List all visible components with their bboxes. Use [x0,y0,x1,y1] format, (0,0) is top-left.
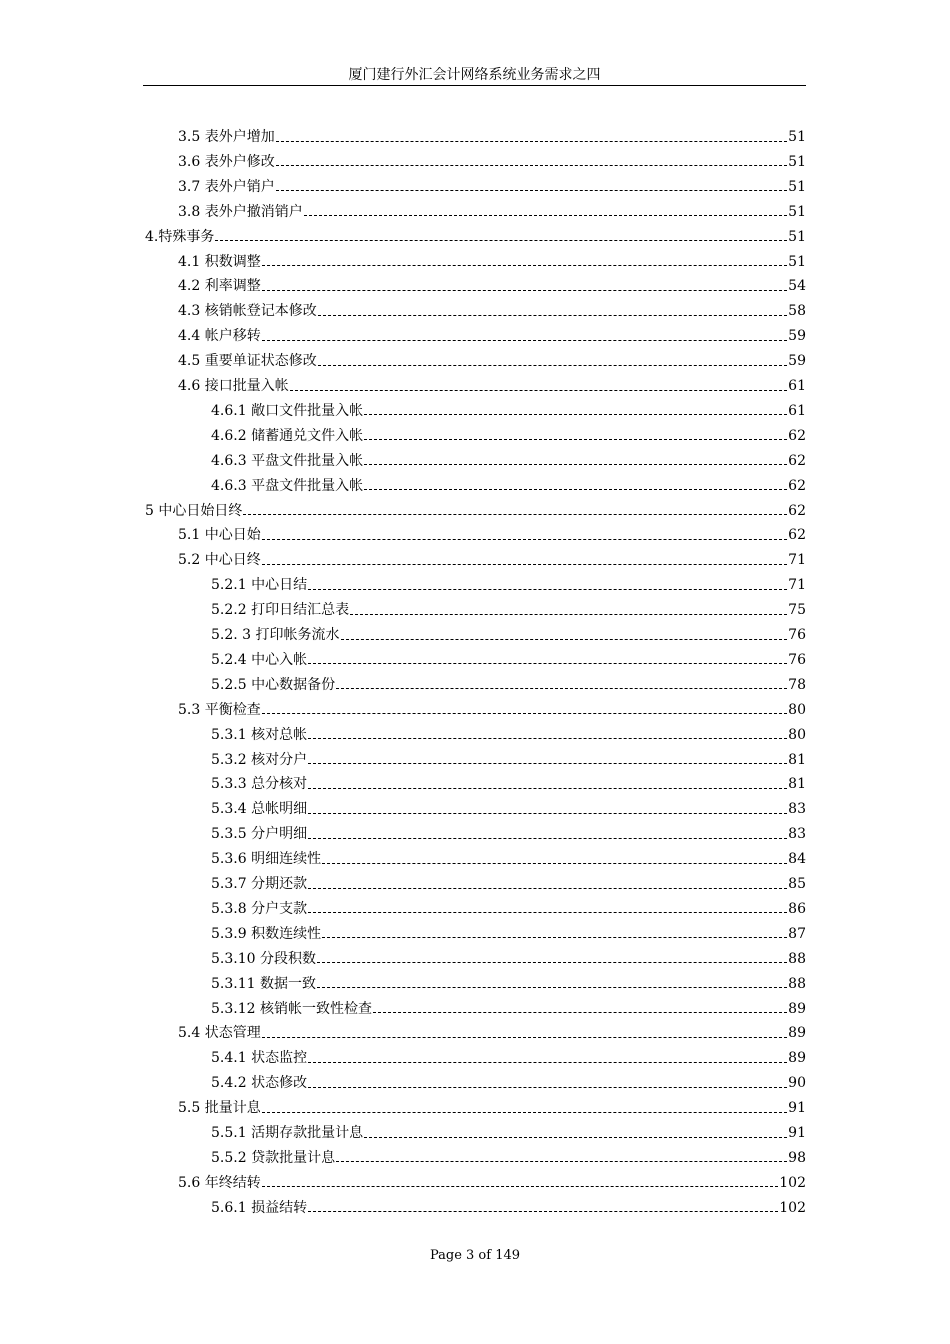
toc-entry[interactable] [178,200,806,225]
toc-entry-label: 4.6.2 储蓄通兑文件入帐 [211,427,364,444]
toc-entry-label: 5.6 年终结转 [178,1174,261,1191]
toc-entry-label: 3.6 表外户修改 [178,153,275,170]
toc-entry-label: 5.2.5 中心数据备份 [211,676,336,693]
toc-leader-line [276,140,787,142]
toc-entry-label: 5.3.10 分段积数 [211,950,316,967]
toc-entry-page: 83 [788,826,806,843]
toc-entry[interactable] [145,225,806,250]
toc-entry-label: 5.3.8 分户支款 [211,900,308,917]
toc-entry-page: 89 [788,1050,806,1067]
toc-entry-page: 81 [788,751,806,768]
toc-entry-page: 84 [788,851,806,868]
toc-entry[interactable] [178,1021,806,1046]
toc-entry-label: 5.1 中心日始 [178,527,261,544]
toc-entry-label: 3.5 表外户增加 [178,129,275,145]
toc-entry[interactable] [178,125,806,150]
toc-entry[interactable] [211,922,806,947]
toc-leader-line [308,812,787,814]
toc-entry-label: 5.4 状态管理 [178,1025,261,1042]
toc-leader-line [373,1011,787,1013]
toc-entry[interactable] [211,972,806,997]
toc-entry[interactable] [211,648,806,673]
toc-leader-line [364,488,787,490]
toc-entry-page: 59 [788,353,806,370]
toc-leader-line [262,289,787,291]
toc-entry-label: 5.3.3 总分核对 [211,776,308,793]
toc-entry-label: 4.6.1 敞口文件批量入帐 [211,402,364,419]
toc-entry-page: 83 [788,801,806,818]
toc-entry-page: 89 [788,1000,806,1017]
toc-leader-line [262,538,787,540]
toc-leader-line [262,1185,779,1187]
toc-leader-line [308,1061,787,1063]
toc-entry[interactable] [211,797,806,822]
toc-entry-label: 4.1 积数调整 [178,253,261,270]
toc-leader-line [308,911,787,913]
toc-leader-line [262,339,787,341]
toc-entry-label: 5.5 批量计息 [178,1100,261,1117]
toc-entry-page: 51 [788,129,806,145]
toc-entry-label: 5.3.2 核对分户 [211,751,308,768]
toc-entry-label: 4.6.3 平盘文件批量入帐 [211,477,364,494]
toc-entry-label: 5 中心日始日终 [145,502,243,519]
toc-entry[interactable] [178,698,806,723]
toc-entry-label: 5.3.9 积数连续性 [211,925,322,942]
toc-entry-page: 98 [788,1149,806,1166]
toc-entry-page: 62 [788,502,806,519]
toc-leader-line [308,787,787,789]
toc-entry[interactable] [211,1071,806,1096]
toc-entry-label: 5.3.5 分户明细 [211,826,308,843]
toc-leader-line [336,1160,787,1162]
toc-entry-label: 4.3 核销帐登记本修改 [178,303,317,320]
toc-entry[interactable] [211,598,806,623]
toc-entry-label: 4.5 重要单证状态修改 [178,353,317,370]
toc-entry-label: 4.6 接口批量入帐 [178,378,289,394]
toc-leader-line [308,887,787,889]
toc-leader-line [322,936,787,938]
toc-entry[interactable] [178,349,806,374]
toc-entry[interactable] [211,449,806,474]
toc-entry-page: 71 [788,552,806,569]
toc-entry-page: 76 [788,651,806,668]
toc-entry-label: 5.3.7 分期还款 [211,876,308,892]
toc-leader-line [364,463,787,465]
toc-entry[interactable] [178,523,806,548]
toc-entry-page: 102 [779,1174,806,1191]
toc-leader-line [262,1036,787,1038]
toc-entry-label: 5.3.12 核销帐一致性检查 [211,1000,372,1017]
toc-entry-label: 4.2 利率调整 [178,278,261,295]
toc-entry[interactable] [211,872,806,897]
toc-entry-label: 5.3.4 总帐明细 [211,801,308,818]
toc-entry-page: 86 [788,900,806,917]
toc-entry-label: 4.特殊事务 [145,228,215,245]
toc-entry-page: 54 [788,278,806,295]
toc-leader-line [364,438,787,440]
page-footer-number: Page 3 of 149 [429,1248,521,1263]
toc-entry[interactable] [178,299,806,324]
toc-entry-label: 5.3 平衡检查 [178,701,261,718]
toc-entry-page: 51 [788,253,806,270]
toc-leader-line [308,662,787,664]
toc-leader-line [317,961,787,963]
toc-entry[interactable] [211,772,806,797]
toc-entry-page: 62 [788,527,806,544]
toc-leader-line [308,837,787,839]
toc-leader-line [304,214,787,216]
toc-entry[interactable] [211,748,806,773]
toc-entry-label: 5.2. 3 打印帐务流水 [211,627,340,643]
toc-entry-label: 5.3.1 核对总帐 [211,726,308,743]
toc-entry-label: 4.4 帐户移转 [178,328,261,345]
toc-entry-label: 5.2.4 中心入帐 [211,651,308,668]
toc-entry-page: 58 [788,303,806,320]
toc-entry-page: 78 [788,676,806,693]
toc-leader-line [243,513,787,515]
toc-entry-page: 71 [788,577,806,594]
toc-entry-label: 5.4.2 状态修改 [211,1075,308,1092]
toc-entry[interactable] [211,1121,806,1146]
toc-entry-label: 3.8 表外户撤消销户 [178,203,303,220]
toc-entry[interactable] [211,399,806,424]
toc-entry-page: 62 [788,477,806,494]
toc-leader-line [308,762,787,764]
toc-entry-page: 102 [779,1199,806,1216]
toc-leader-line [308,1086,787,1088]
toc-entry-page: 51 [788,178,806,195]
toc-entry-page: 90 [788,1075,806,1092]
toc-leader-line [364,413,787,415]
toc-entry[interactable] [145,499,806,524]
toc-entry-label: 5.2.2 打印日结汇总表 [211,602,350,619]
toc-entry-page: 51 [788,228,806,245]
toc-entry[interactable] [211,1046,806,1071]
toc-entry-label: 5.2 中心日终 [178,552,261,569]
toc-entry-page: 62 [788,427,806,444]
toc-entry[interactable] [178,274,806,299]
toc-entry-page: 59 [788,328,806,345]
toc-entry[interactable] [178,324,806,349]
toc-entry-label: 5.3.6 明细连续性 [211,851,322,868]
toc-entry[interactable] [211,424,806,449]
toc-entry[interactable] [211,723,806,748]
toc-entry[interactable] [211,947,806,972]
toc-entry-page: 87 [788,925,806,942]
toc-leader-line [276,164,787,166]
toc-entry-label: 5.3.11 数据一致 [211,975,316,992]
toc-entry-page: 62 [788,452,806,469]
toc-entry-page: 88 [788,975,806,992]
toc-entry[interactable] [178,374,806,399]
toc-leader-line [290,389,787,391]
toc-entry[interactable] [178,150,806,175]
toc-leader-line [322,862,787,864]
toc-entry-label: 3.7 表外户销户 [178,178,275,195]
toc-leader-line [308,737,787,739]
toc-entry-label: 5.6.1 损益结转 [211,1199,308,1216]
toc-leader-line [276,189,787,191]
toc-entry-label: 5.5.1 活期存款批量计息 [211,1125,364,1141]
toc-leader-line [262,712,787,714]
toc-leader-line [318,314,787,316]
toc-entry[interactable] [211,474,806,499]
toc-entry[interactable] [211,673,806,698]
toc-entry[interactable] [211,1196,806,1221]
toc-entry[interactable] [211,847,806,872]
toc-entry-page: 81 [788,776,806,793]
toc-entry[interactable] [178,1096,806,1121]
toc-entry-label: 5.4.1 状态监控 [211,1050,308,1067]
toc-entry-page: 61 [788,402,806,419]
toc-entry-page: 91 [788,1125,806,1141]
toc-leader-line [364,1136,787,1138]
toc-entry-page: 88 [788,950,806,967]
toc-entry-page: 51 [788,203,806,220]
toc-entry[interactable] [178,250,806,275]
toc-leader-line [318,364,787,366]
toc-entry-page: 75 [788,602,806,619]
toc-entry[interactable] [211,623,806,648]
toc-entry[interactable] [178,175,806,200]
toc-entry-page: 89 [788,1025,806,1042]
toc-entry-label: 4.6.3 平盘文件批量入帐 [211,452,364,469]
toc-entry-label: 5.5.2 贷款批量计息 [211,1149,336,1166]
toc-leader-line [341,638,788,640]
toc-entry-page: 80 [788,701,806,718]
header-divider [143,85,806,86]
toc-leader-line [262,563,787,565]
toc-entry[interactable] [211,573,806,598]
toc-leader-line [308,1210,778,1212]
page-header-title: 厦门建行外汇会计网络系统业务需求之四 [348,67,601,83]
toc-entry-page: 76 [788,627,806,643]
toc-leader-line [215,239,787,241]
toc-entry-page: 61 [788,378,806,394]
toc-entry-page: 91 [788,1100,806,1117]
toc-entry-label: 5.2.1 中心日结 [211,577,308,594]
toc-entry[interactable] [178,548,806,573]
toc-entry[interactable] [211,822,806,847]
toc-leader-line [308,588,787,590]
toc-leader-line [336,687,787,689]
toc-entry[interactable] [211,1146,806,1171]
toc-entry-page: 51 [788,153,806,170]
toc-entry[interactable] [211,997,806,1022]
toc-leader-line [262,264,787,266]
toc-leader-line [262,1111,787,1113]
toc-entry-page: 80 [788,726,806,743]
toc-entry-page: 85 [788,876,806,892]
toc-leader-line [317,986,787,988]
toc-entry[interactable] [211,897,806,922]
toc-entry[interactable] [178,1171,806,1196]
toc-leader-line [350,613,787,615]
